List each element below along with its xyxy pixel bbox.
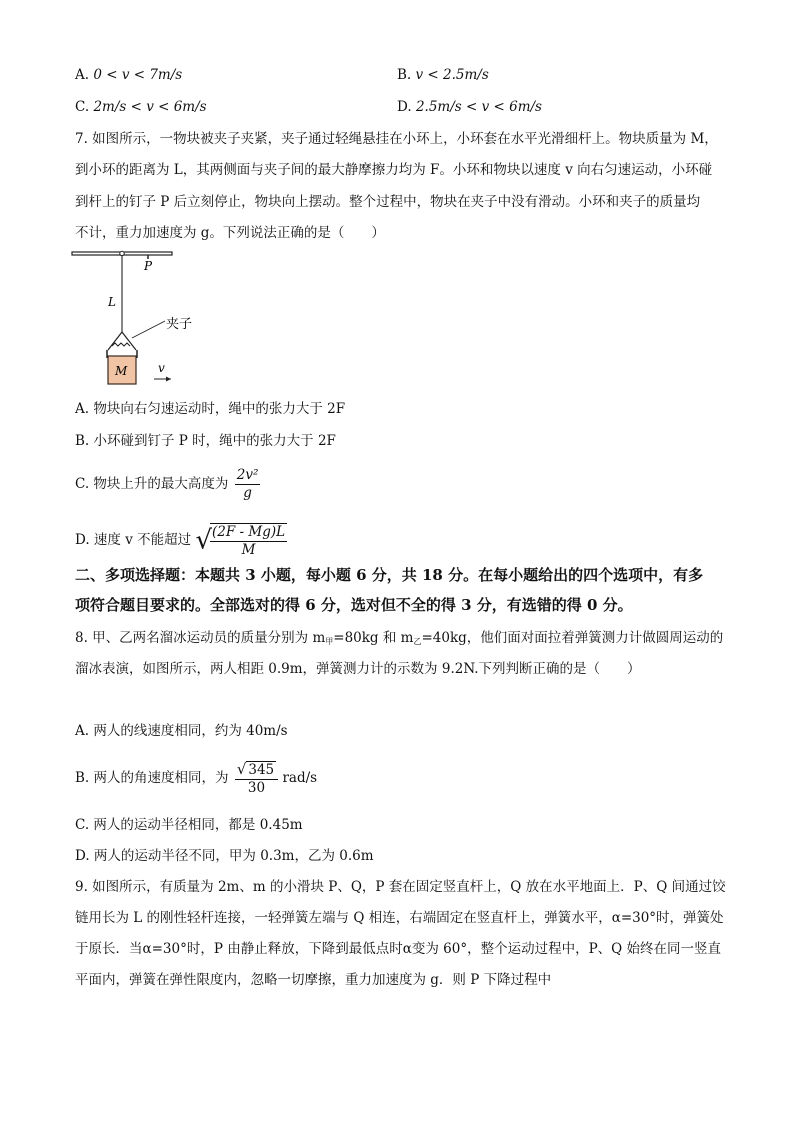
q7-option-d-text: D. 速度 v 不能超过 — [75, 532, 192, 548]
q7-option-d-fraction — [210, 523, 287, 559]
q8-stem-line2: 溜冰表演，如图所示，两人相距 0.9m，弹簧测力计的示数为 9.2N.下列判断正确的是（ ） — [75, 661, 641, 677]
q7-option-c — [75, 466, 260, 502]
q6-option-a — [75, 66, 182, 84]
q8-subscript-jia: 甲 — [325, 637, 334, 646]
q6-option-d-label: D. — [397, 99, 412, 115]
q6-option-b-label: B. — [397, 67, 412, 83]
q7-option-a: A. 物块向右匀速运动时，绳中的张力大于 2F — [75, 401, 346, 417]
label-v: v — [158, 361, 165, 375]
label-l: L — [108, 295, 116, 309]
q8-option-b — [75, 758, 317, 798]
q7-option-d-denominator: M — [241, 541, 256, 558]
q8-option-b-numerator: √ 345 — [235, 761, 278, 780]
label-p: P — [144, 259, 153, 273]
clip — [108, 332, 136, 350]
q8-stem-part-c: =40kg，他们面对面拉着弹簧测力计做圆周运动的 — [421, 630, 724, 646]
q6-option-a-expr: 0 < v < 7m/s — [93, 67, 183, 83]
q8-option-b-radicand: 345 — [248, 761, 275, 778]
q7-option-b: B. 小环碰到钉子 P 时，绳中的张力大于 2F — [75, 433, 336, 449]
clip-pointer — [132, 321, 165, 338]
q8-option-c: C. 两人的运动半径相同，都是 0.45m — [75, 817, 303, 833]
q6-option-a-label: A. — [75, 67, 90, 83]
q7-option-c-denominator: g — [243, 485, 252, 501]
q8-stem-part-b: =80kg 和 m — [333, 630, 414, 646]
q7-option-c-fraction — [235, 467, 261, 502]
velocity-arrowhead — [166, 377, 171, 382]
q8-option-d: D. 两人的运动半径不同，甲为 0.3m，乙为 0.6m — [75, 848, 374, 864]
q8-option-b-denominator: 30 — [247, 779, 266, 796]
section2-heading-line2: 项符合题目要求的。全部选对的得 6 分，选对但不全的得 3 分，有选错的得 0 分。 — [75, 596, 633, 614]
q8-stem-part-a: 8. 甲、乙两名溜冰运动员的质量分别为 m — [75, 630, 326, 646]
q7-figure — [70, 246, 210, 392]
q7-option-d-sqrt: √ $\frac{(2F - Mg)L}{M}$ — [195, 523, 286, 558]
q7-option-d — [75, 522, 287, 559]
q8-option-b-fraction — [235, 761, 278, 797]
q7-option-c-text: C. 物块上升的最大高度为 — [75, 476, 229, 492]
q7-stem-line4: 不计，重力加速度为 g。下列说法正确的是（ ） — [75, 225, 385, 241]
q7-stem-line3: 到杆上的钉子 P 后立刻停止，物块向上摆动。整个过程中，物块在夹子中没有滑动。小环和夹子的质量均 — [75, 194, 701, 210]
q6-option-c — [75, 98, 207, 116]
section2-heading-line1: 二、多项选择题：本题共 3 小题，每小题 6 分，共 18 分。在每小题给出的四个选项中，有多 — [75, 566, 704, 584]
q6-option-c-expr: 2m/s < v < 6m/s — [93, 99, 207, 115]
q7-stem-line1: 7. 如图所示，一物块被夹子夹紧，夹子通过轻绳悬挂在小环上，小环套在水平光滑细杆上。物块质量为 M， — [75, 131, 718, 147]
q7-option-c-numerator: 2v² — [236, 467, 259, 483]
q6-option-b — [397, 66, 489, 84]
q9-stem-line1: 9. 如图所示，有质量为 2m、m 的小滑块 P、Q，P 套在固定竖直杆上，Q 放在水平地面上．P、Q 间通过饺 — [75, 879, 726, 895]
label-m: M — [115, 364, 128, 378]
q7-stem-line2: 到小环的距离为 L，其两侧面与夹子间的最大静摩擦力均为 F。小环和物块以速度 v 向右匀速运动，小环碰 — [75, 162, 713, 178]
q8-subscript-yi: 乙 — [413, 637, 422, 646]
q8-option-b-unit: rad/s — [282, 770, 318, 786]
q8-stem-line1 — [75, 629, 723, 651]
q6-option-d-expr: 2.5m/s < v < 6m/s — [415, 99, 542, 115]
q9-stem-line3: 于原长．当α=30°时，P 由静止释放，下降到最低点时α变为 60°，整个运动过程中，P、Q 始终在同一竖直 — [75, 941, 722, 957]
q7-option-d-numerator: (2F - Mg)L — [212, 523, 286, 540]
q8-option-b-text: B. 两人的角速度相同，为 — [75, 770, 229, 786]
q6-option-c-label: C. — [75, 99, 90, 115]
q8-option-a: A. 两人的线速度相同，约为 40m/s — [75, 723, 288, 739]
q9-stem-line4: 平面内，弹簧在弹性限度内，忽略一切摩擦，重力加速度为 g．则 P 下降过程中 — [75, 972, 552, 988]
q6-option-d — [397, 98, 542, 116]
label-clip: 夹子 — [166, 317, 193, 332]
q9-stem-line2: 链用长为 L 的刚性轻杆连接，一轻弹簧左端与 Q 相连，右端固定在竖直杆上，弹簧水平，α=30°时，弹簧处 — [75, 910, 724, 926]
q6-option-b-expr: v < 2.5m/s — [415, 67, 489, 83]
clip-spring — [112, 343, 130, 346]
